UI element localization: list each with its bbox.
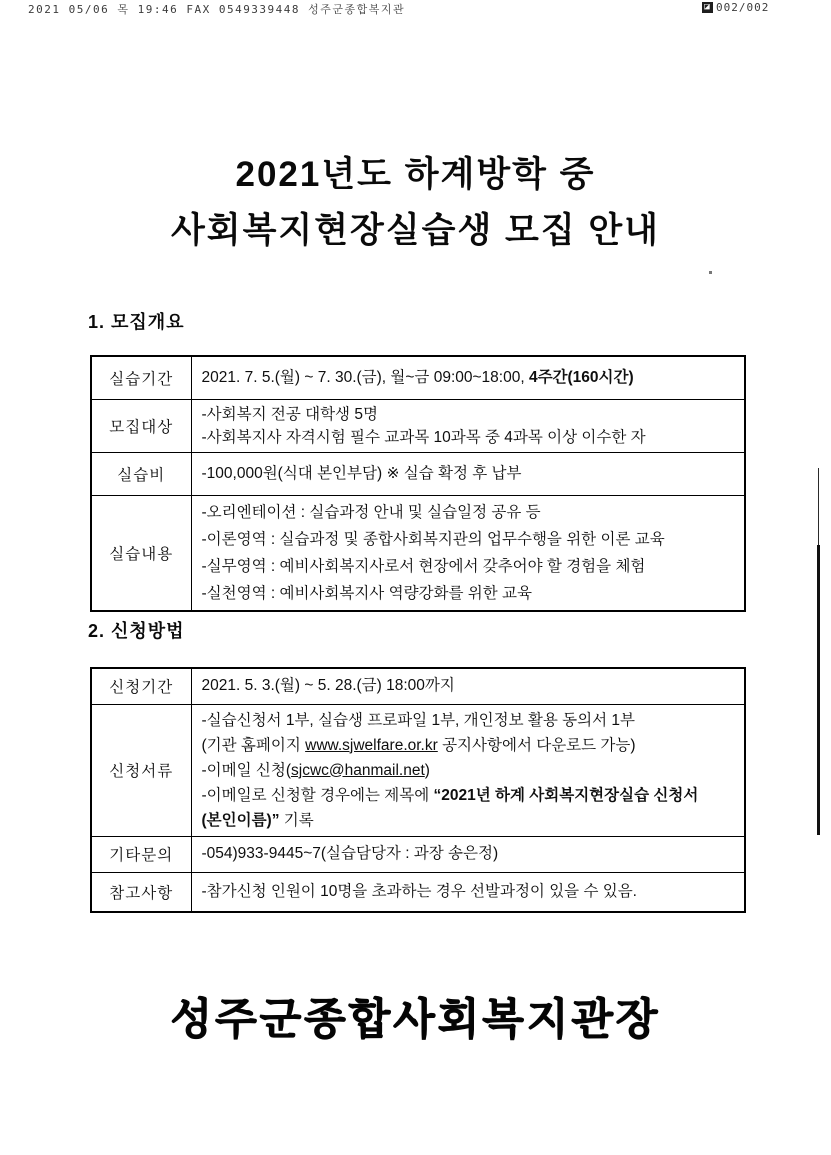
practice-period-text: 2021. 7. 5.(월) ~ 7. 30.(금), 월~금 09:00~18:00,: [201, 368, 529, 386]
website-text-pre: (기관 홈페이지: [201, 736, 306, 754]
practice-content-line1: -오리엔테이션 : 실습과정 안내 및 실습일정 공유 등: [201, 503, 541, 521]
note-text: -참가신청 인원이 10명을 초과하는 경우 선발과정이 있을 수 있음.: [201, 882, 637, 900]
apply-documents-line3: [202, 758, 739, 783]
table-row-apply-documents: [91, 704, 745, 836]
website-url: www.sjwelfare.or.kr: [305, 736, 438, 754]
email-subject-pre: -이메일로 신청할 경우에는 제목에: [201, 786, 434, 804]
practice-content-value: [191, 495, 745, 611]
email-text-post: ): [424, 761, 430, 779]
apply-period-label: 신청기간: [91, 668, 191, 704]
recruit-target-label: 모집대상: [91, 399, 191, 452]
apply-documents-line5: [202, 808, 739, 833]
fax-header-text: 2021 05/06 목 19:46 FAX 0549339448 성주군종합복지관: [28, 3, 406, 16]
contact-label: 기타문의: [91, 836, 191, 872]
page-title: [0, 147, 831, 259]
email-text-pre: -이메일 신청(: [201, 761, 291, 779]
apply-documents-label: 신청서류: [91, 704, 191, 836]
section-1-heading: 1. 모집개요: [88, 312, 185, 332]
table-row-practice-fee: [91, 452, 745, 495]
email-subject-name: (본인이름)”: [201, 811, 280, 829]
apply-documents-line1: -실습신청서 1부, 실습생 프로파일 1부, 개인정보 활용 동의서 1부: [201, 711, 635, 729]
website-text-post: 공지사항에서 다운로드 가능): [437, 736, 636, 754]
table-row-recruit-target: [91, 399, 745, 452]
page-title-line1: 2021년도 하계방학 중: [235, 155, 596, 194]
scan-artifact-line-thick: [817, 545, 820, 835]
fax-page-icon: ◪: [702, 2, 713, 13]
practice-fee-text: -100,000원(식대 본인부담) ※ 실습 확정 후 납부: [201, 464, 522, 482]
table-row-practice-period: [91, 356, 745, 399]
apply-period-text: 2021. 5. 3.(월) ~ 5. 28.(금) 18:00까지: [201, 677, 455, 695]
page-title-line2: 사회복지현장실습생 모집 안내: [171, 211, 660, 250]
email-address: sjcwc@hanmail.net: [291, 761, 425, 779]
section-2-heading: 2. 신청방법: [88, 621, 185, 641]
recruit-target-line2: -사회복지사 자격시험 필수 교과목 10과목 중 4과목 이상 이수한 자: [201, 428, 646, 446]
practice-period-value: [191, 356, 745, 399]
apply-period-value: [191, 668, 745, 704]
practice-fee-label: 실습비: [91, 452, 191, 495]
practice-period-duration: 4주간(160시간): [528, 368, 634, 386]
email-subject-post: 기록: [279, 811, 314, 829]
contact-text: -054)933-9445~7(실습담당자 : 과장 송은정): [201, 845, 499, 862]
table-row-contact: [91, 836, 745, 872]
practice-period-label: 실습기간: [91, 356, 191, 399]
email-subject-title: “2021년 하계 사회복지현장실습 신청서: [433, 786, 699, 804]
practice-content-label: 실습내용: [91, 495, 191, 611]
practice-content-line4: -실천영역 : 예비사회복지사 역량강화를 위한 교육: [201, 584, 532, 602]
contact-value: [191, 836, 745, 872]
table-row-practice-content: [91, 495, 745, 611]
application-method-table: [90, 667, 746, 913]
scan-artifact-dot: [709, 271, 712, 274]
apply-documents-line2: [202, 733, 739, 758]
table-row-note: [91, 872, 745, 912]
signature-line: 성주군종합사회복지관장: [170, 996, 661, 1044]
practice-fee-value: [191, 452, 745, 495]
recruit-target-value: [191, 399, 745, 452]
fax-page-indicator: [702, 1, 769, 14]
practice-content-line3: -실무영역 : 예비사회복지사로서 현장에서 갖추어야 할 경험을 체험: [201, 557, 646, 575]
recruit-target-line1: -사회복지 전공 대학생 5명: [201, 405, 378, 423]
table-row-apply-period: [91, 668, 745, 704]
note-label: 참고사항: [91, 872, 191, 912]
apply-documents-value: [191, 704, 745, 836]
recruitment-overview-table: [90, 355, 746, 612]
fax-page-count: 002/002: [716, 1, 770, 14]
note-value: [191, 872, 745, 912]
apply-documents-line4: [202, 783, 739, 808]
practice-content-line2: -이론영역 : 실습과정 및 종합사회복지관의 업무수행을 위한 이론 교육: [201, 530, 665, 548]
